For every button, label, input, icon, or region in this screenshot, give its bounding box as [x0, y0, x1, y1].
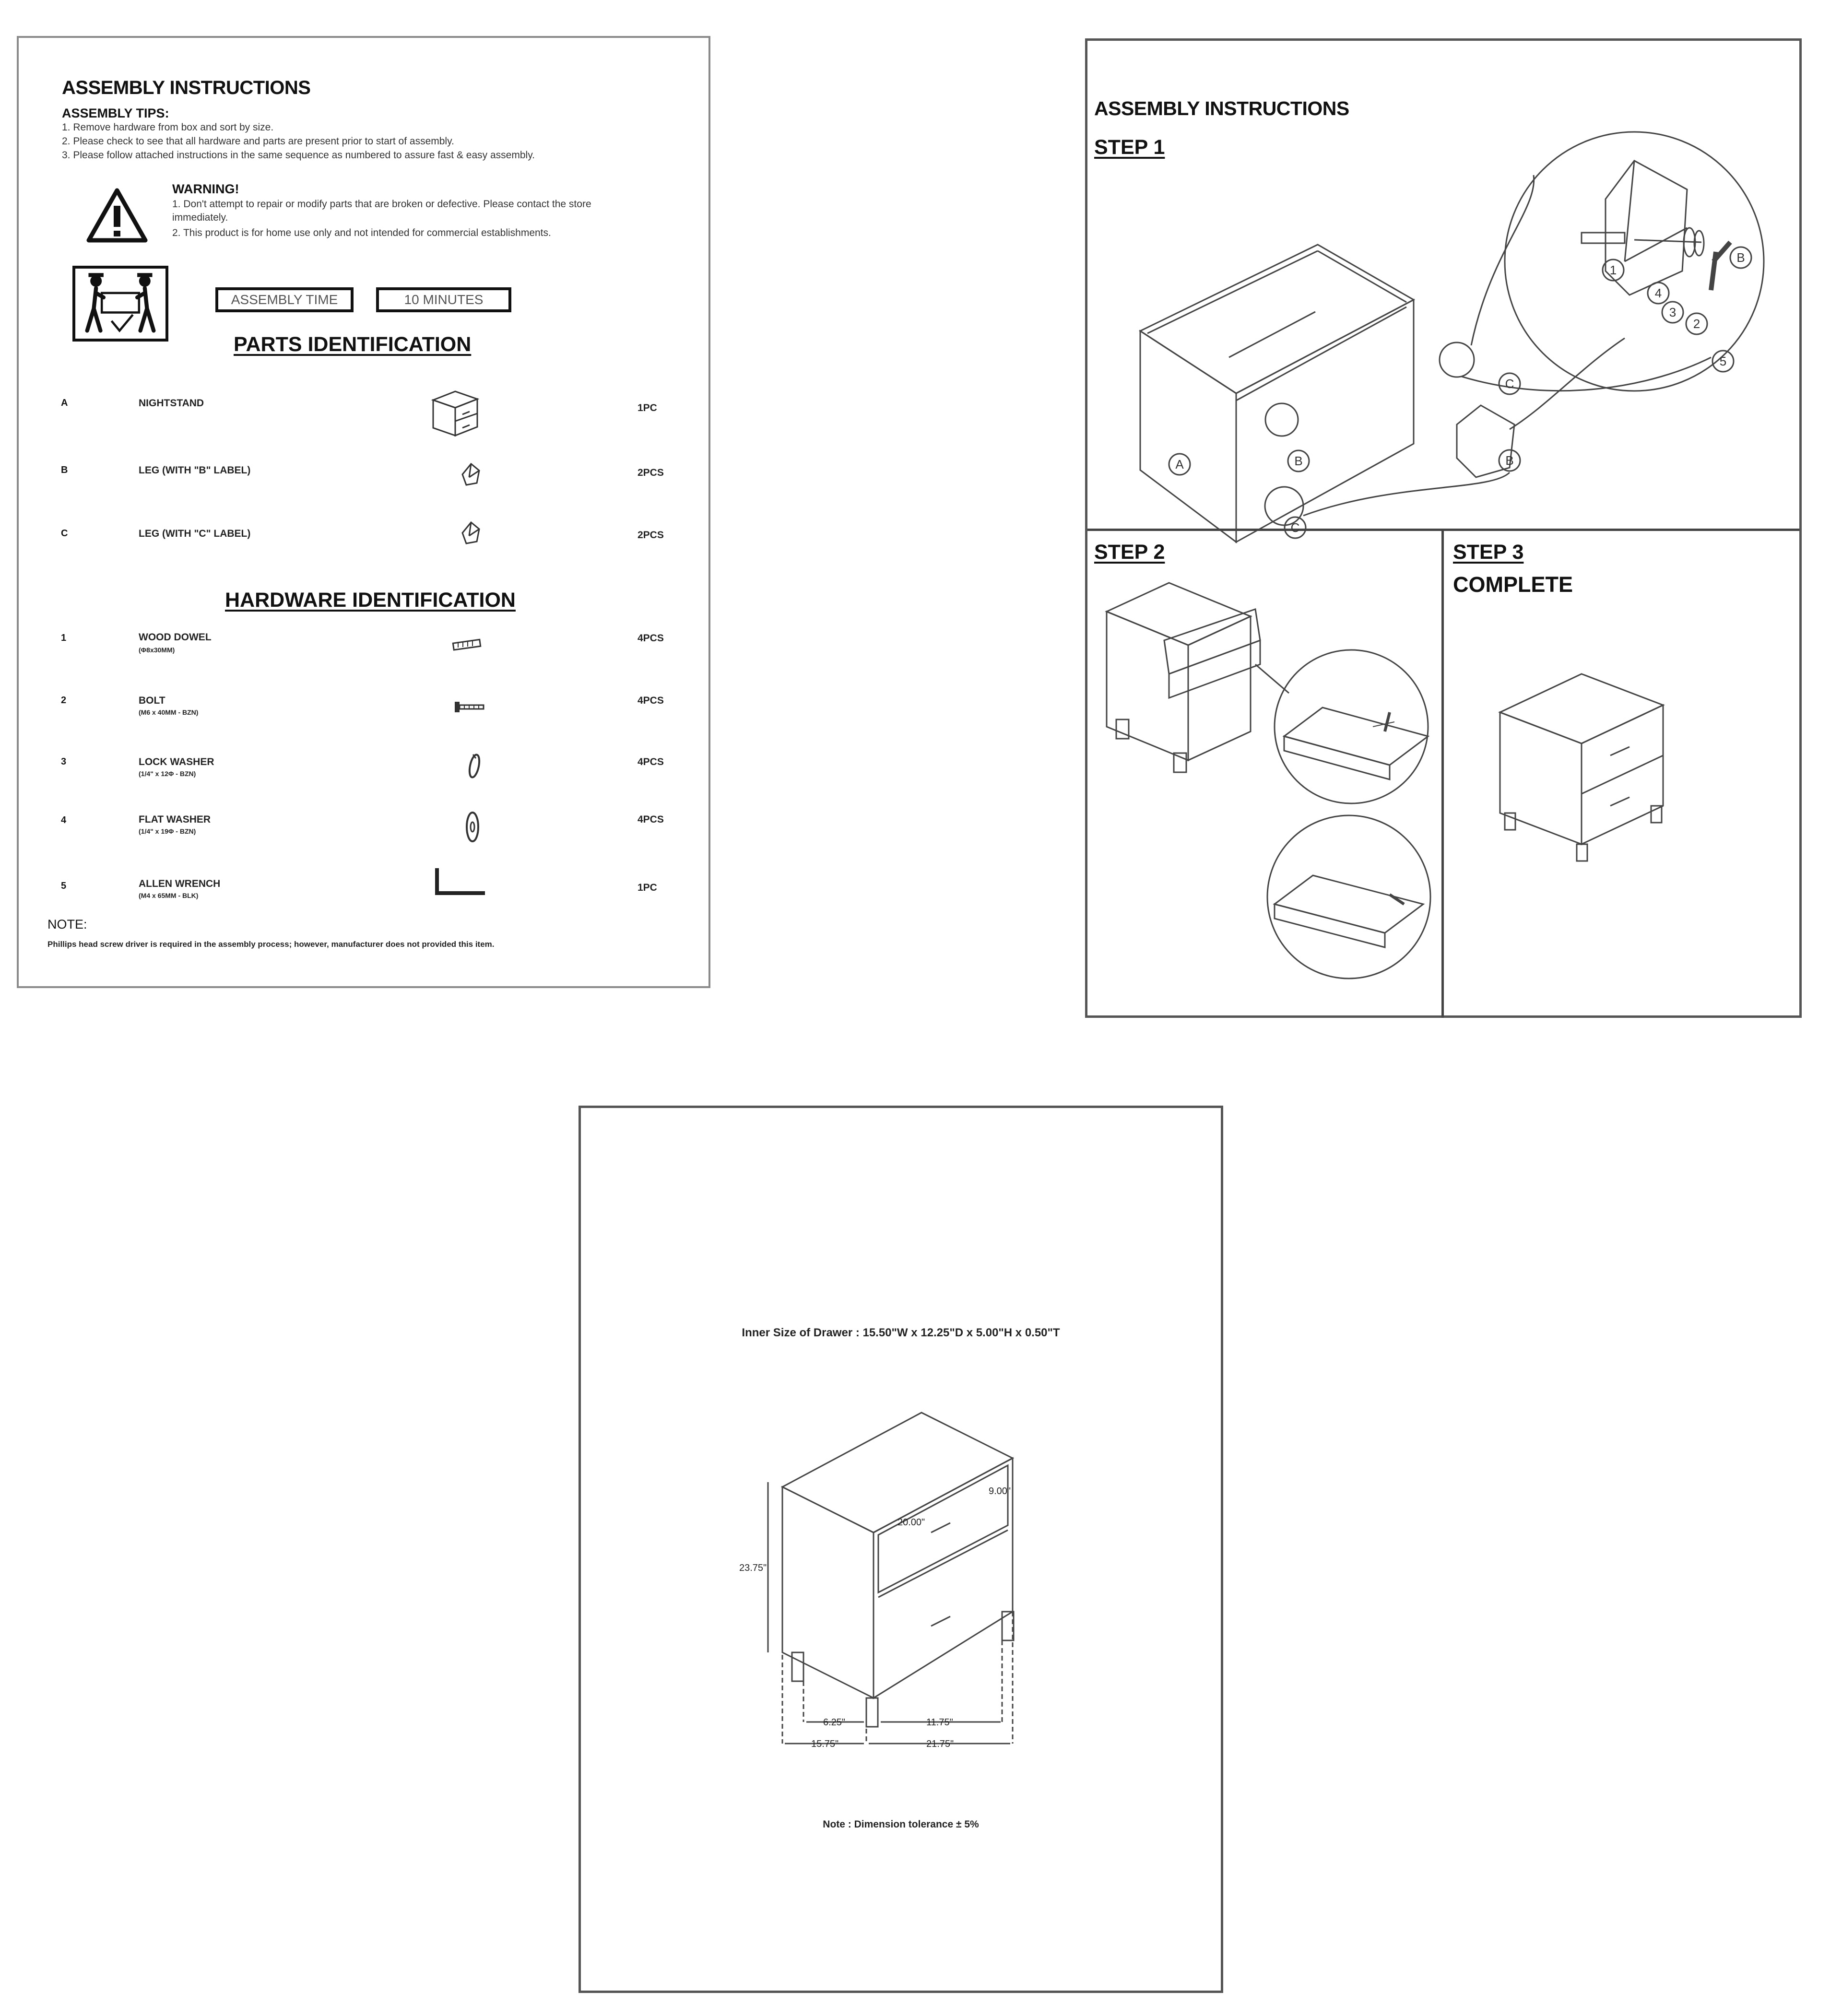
hw-5-qty: 1PC [638, 882, 657, 893]
dim-leg-width: 11.75" [926, 1717, 953, 1728]
sheet1-title: ASSEMBLY INSTRUCTIONS [62, 77, 311, 98]
dim-leg-depth: 6.25" [823, 1717, 846, 1728]
note-text: Phillips head screw driver is required in the assembly process; however, manufacturer does not provided this item. [47, 940, 495, 949]
callout-3: 3 [1669, 305, 1677, 319]
hw-4-qty: 4PCS [638, 814, 664, 825]
hw-5-id: 5 [61, 881, 67, 891]
hw-2-qty: 4PCS [638, 695, 664, 706]
dim-height: 23.75" [739, 1563, 767, 1573]
hw-4-name: FLAT WASHER [139, 814, 211, 825]
nightstand-part-icon [426, 381, 484, 438]
callout-a: A [1175, 457, 1184, 472]
leg-b-part-icon [458, 460, 484, 489]
note-heading: NOTE: [47, 917, 87, 931]
hw-5-spec: (M4 x 65MM - BLK) [139, 892, 199, 899]
tip-2: 2. Please check to see that all hardware and parts are present prior to start of assembly. [62, 136, 454, 147]
hw-3-qty: 4PCS [638, 756, 664, 767]
complete-label: COMPLETE [1453, 572, 1573, 597]
hw-4-id: 4 [61, 815, 67, 825]
hw-3-name: LOCK WASHER [139, 756, 214, 767]
hw-1-qty: 4PCS [638, 633, 664, 644]
part-a-qty: 1PC [638, 402, 657, 413]
warning-line-2: immediately. [172, 212, 228, 223]
hw-1-id: 1 [61, 633, 67, 643]
callout-b-corner: B [1294, 454, 1303, 468]
hw-2-name: BOLT [139, 695, 165, 706]
callout-1: 1 [1609, 263, 1617, 277]
dim-drawer-width: 20.00" [897, 1517, 925, 1528]
hw-3-id: 3 [61, 756, 67, 767]
callout-c-corner: C [1290, 520, 1300, 535]
hw-2-id: 2 [61, 695, 67, 706]
hw-1-spec: (Φ8x30MM) [139, 646, 175, 654]
warning-icon [86, 187, 148, 244]
callout-4: 4 [1654, 286, 1662, 300]
step-1-leg-attachment-diagram [1126, 70, 1797, 535]
hardware-identification-heading: HARDWARE IDENTIFICATION [225, 589, 516, 612]
part-b-id: B [61, 465, 68, 475]
part-c-qty: 2PCS [638, 530, 664, 541]
step-3-completed-nightstand [1490, 660, 1682, 871]
callout-c-top: C [1505, 377, 1514, 391]
hw-3-spec: (1/4" x 12Φ - BZN) [139, 770, 196, 778]
dim-drawer-height: 9.00" [989, 1486, 1011, 1497]
callout-b-bottom: B [1505, 453, 1514, 468]
allen-wrench-icon [431, 865, 489, 899]
bolt-icon [453, 700, 486, 714]
warning-line-1: 1. Don't attempt to repair or modify parts that are broken or defective. Please contact the store [172, 199, 591, 210]
dim-depth: 15.75" [811, 1739, 839, 1749]
parts-identification-heading: PARTS IDENTIFICATION [234, 333, 472, 356]
part-a-name: NIGHTSTAND [139, 398, 204, 409]
assembly-steps-sheet [1085, 38, 1802, 1018]
assembly-tips-heading: ASSEMBLY TIPS: [62, 106, 169, 120]
tip-3: 3. Please follow attached instructions in the same sequence as numbered to assure fast & easy assembly. [62, 150, 535, 161]
hw-4-spec: (1/4" x 19Φ - BZN) [139, 827, 196, 835]
tip-1: 1. Remove hardware from box and sort by size. [62, 122, 274, 133]
step-2-label: STEP 2 [1094, 541, 1165, 564]
dim-width: 21.75" [926, 1739, 954, 1749]
callout-b-leg: B [1736, 250, 1745, 265]
dimensions-sheet [579, 1106, 1223, 1993]
parts-sheet [17, 36, 710, 988]
callout-5: 5 [1719, 354, 1727, 368]
leg-c-part-icon [458, 519, 484, 547]
assembly-time-value: 10 MINUTES [376, 287, 511, 312]
step-1-label: STEP 1 [1094, 136, 1165, 159]
dimension-drawing [739, 1386, 1065, 1751]
part-b-name: LEG (WITH "B" LABEL) [139, 465, 251, 476]
warning-line-3: 2. This product is for home use only and not intended for commercial establishments. [172, 227, 551, 238]
wood-dowel-icon [450, 637, 484, 652]
warning-heading: WARNING! [172, 182, 239, 196]
flat-washer-icon [464, 810, 481, 844]
two-person-carry-icon [72, 266, 168, 342]
part-c-id: C [61, 528, 68, 539]
part-c-name: LEG (WITH "C" LABEL) [139, 528, 251, 539]
lock-washer-icon [467, 752, 482, 780]
hw-1-name: WOOD DOWEL [139, 632, 212, 643]
part-b-qty: 2PCS [638, 467, 664, 478]
callout-2: 2 [1693, 317, 1700, 331]
step-3-label: STEP 3 [1453, 541, 1524, 564]
hw-5-name: ALLEN WRENCH [139, 878, 221, 889]
drawer-inner-size: Inner Size of Drawer : 15.50"W x 12.25"D x 5.00"H x 0.50"T [742, 1326, 1060, 1339]
part-a-id: A [61, 398, 68, 408]
assembly-time-label: ASSEMBLY TIME [215, 287, 354, 312]
dimension-tolerance-note: Note : Dimension tolerance ± 5% [823, 1819, 979, 1830]
hw-2-spec: (M6 x 40MM - BZN) [139, 708, 199, 716]
step-2-drawer-insert-diagram [1097, 568, 1442, 1014]
sheet2-title: ASSEMBLY INSTRUCTIONS [1094, 97, 1349, 119]
